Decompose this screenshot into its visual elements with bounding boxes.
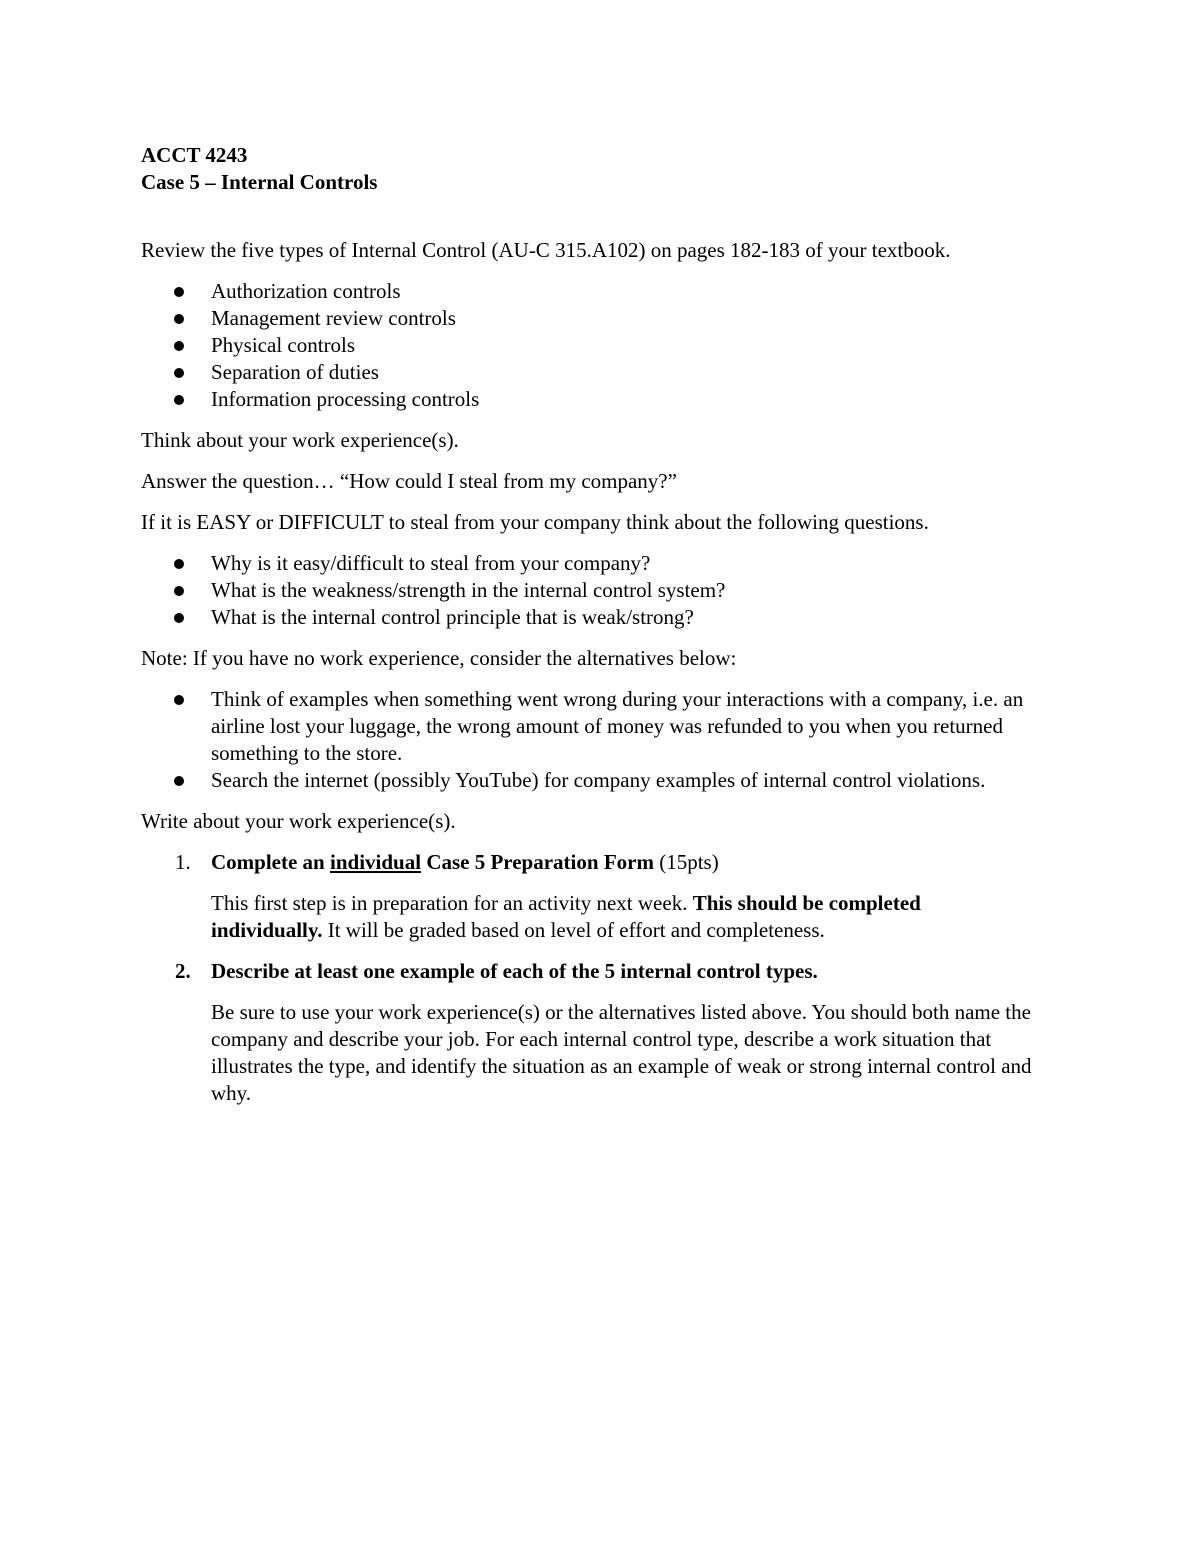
document-page	[141, 142, 1061, 1107]
step-1: 1. Complete an individual Case 5 Preparation Form (15pts)	[175, 850, 719, 874]
list-item: Search the internet (possibly YouTube) for company examples of internal control violations.	[141, 767, 1071, 794]
bullet-icon	[174, 695, 184, 705]
easy-difficult-paragraph: If it is EASY or DIFFICULT to steal from your company think about the following questions.	[141, 510, 929, 534]
steps-list	[141, 849, 1061, 876]
bullet-icon	[174, 776, 184, 786]
bullet-icon	[174, 368, 184, 378]
answer-paragraph: Answer the question… “How could I steal from my company?”	[141, 469, 677, 493]
title-block	[141, 142, 1061, 196]
intro-paragraph: Review the five types of Internal Control (AU-C 315.A102) on pages 182-183 of your textbook.	[141, 238, 951, 262]
step-number: 1.	[175, 850, 191, 874]
note-paragraph: Note: If you have no work experience, consider the alternatives below:	[141, 646, 737, 670]
list-item: What is the weakness/strength in the internal control system?	[141, 577, 1061, 604]
list-item: Why is it easy/difficult to steal from your company?	[141, 550, 1061, 577]
list-item: Separation of duties	[141, 359, 1061, 386]
list-item: Information processing controls	[141, 386, 1061, 413]
bullet-icon	[174, 613, 184, 623]
bullet-icon	[174, 287, 184, 297]
bullet-icon	[174, 395, 184, 405]
questions-list	[141, 550, 1061, 631]
bullet-icon	[174, 341, 184, 351]
case-title: Case 5 – Internal Controls	[141, 170, 378, 194]
think-paragraph: Think about your work experience(s).	[141, 428, 459, 452]
list-item: Physical controls	[141, 332, 1061, 359]
list-item: Management review controls	[141, 305, 1061, 332]
control-types-list	[141, 278, 1061, 413]
step-2: 2. Describe at least one example of each of the 5 internal control types.	[175, 959, 818, 983]
step-2-description: Be sure to use your work experience(s) or the alternatives listed above. You should both name the company and describe your job. For each internal control type, describe a work situation that illustrates the type, and identify the situation as an example of weak or strong internal control and why.	[211, 1000, 1032, 1105]
step-1-description: This first step is in preparation for an activity next week. This should be completed individually. It will be graded based on level of effort and completeness.	[211, 891, 921, 942]
steps-list-2	[141, 958, 1061, 985]
step-number: 2.	[175, 959, 191, 983]
alternatives-list	[141, 686, 1061, 794]
bullet-icon	[174, 314, 184, 324]
list-item: Think of examples when something went wrong during your interactions with a company, i.e. an airline lost your luggage, the wrong amount of money was refunded to you when you returned something to the store.	[141, 686, 1071, 767]
list-item: What is the internal control principle that is weak/strong?	[141, 604, 1061, 631]
bullet-icon	[174, 559, 184, 569]
course-code: ACCT 4243	[141, 143, 248, 167]
write-paragraph: Write about your work experience(s).	[141, 809, 456, 833]
bullet-icon	[174, 586, 184, 596]
list-item: Authorization controls	[141, 278, 1061, 305]
